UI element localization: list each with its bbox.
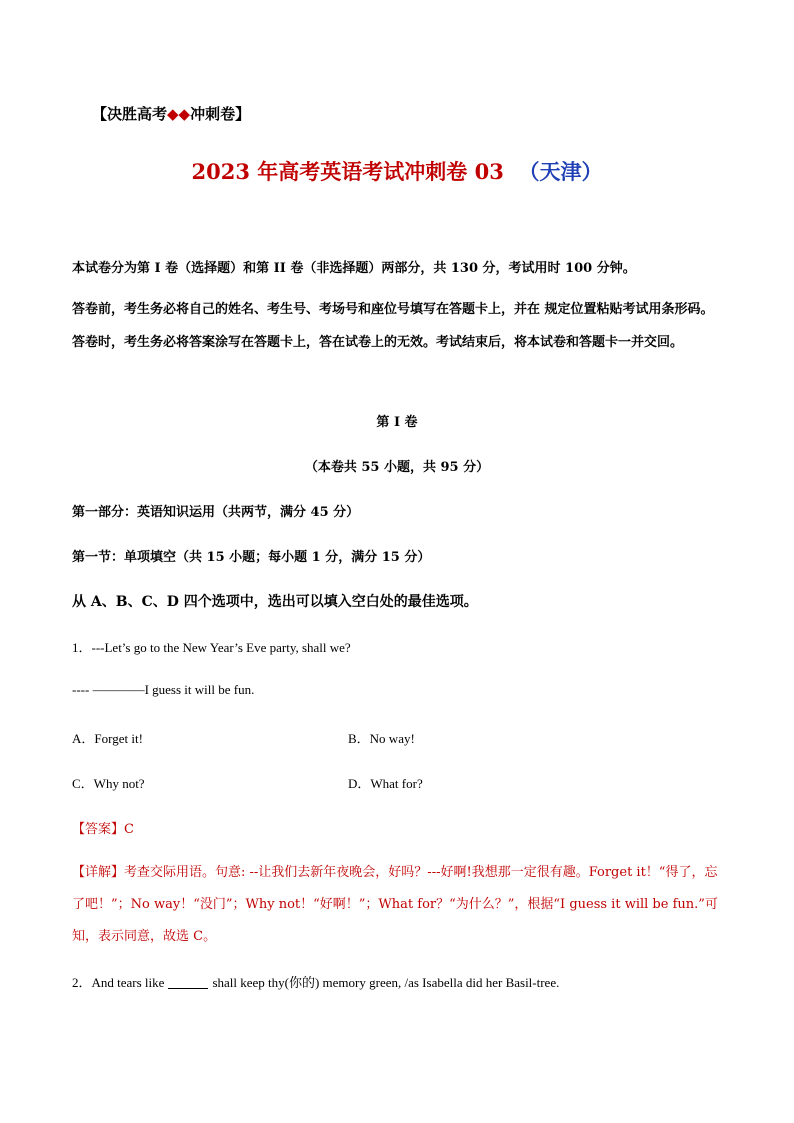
q1-option-a: A．Forget it! — [72, 731, 143, 746]
q1-option-c: C．Why not? — [72, 776, 145, 791]
q2-stem — [72, 972, 559, 991]
title-main: 2023 年高考英语考试冲刺卷 03 — [191, 159, 504, 184]
part1-heading: 第一部分：英语知识运用（共两节，满分 45 分） — [72, 505, 360, 520]
q1-detail: 【详解】考查交际用语。句意: --让我们去新年夜晚会，好吗？---好啊!我想那一定很有趣。Forget it！“得了，忘了吧！”；No way！“没门”；Why not！“好啊！”；What for？“为什么？”，根据“I guess it will be fun.”可知，表示同意，故选 C。 — [72, 865, 718, 944]
series-label-left: 【决胜高考 — [92, 105, 168, 123]
q1-stem: 1．---Let’s go to the New Year’s Eve party, shall we? — [72, 640, 351, 655]
q2-stem-after: shall keep thy(你的) memory green, /as Isabella did her Basil-tree. — [212, 975, 560, 990]
subsection1-heading: 第一节：单项填空（共 15 小题；每小题 1 分，满分 15 分） — [72, 550, 431, 565]
intro-paragraph-2: 答卷前，考生务必将自己的姓名、考生号、考场号和座位号填写在答题卡上，并在 规定位置粘贴考试用条形码。答卷时，考生务必将答案涂写在答题卡上，答在试卷上的无效。考试结束后，将本试卷和答题卡一并交回。 — [72, 302, 714, 350]
page-title — [0, 156, 794, 186]
answer-label: 【答案】 — [72, 822, 125, 837]
answer-value: C — [124, 822, 134, 837]
series-label-right: 冲刺卷】 — [190, 105, 251, 123]
q1-option-d: D．What for? — [348, 776, 423, 791]
q2-stem-before: 2．And tears like — [72, 975, 165, 990]
series-label — [92, 103, 250, 124]
diamond-icons: ◆◆ — [167, 105, 191, 123]
title-region: （天津） — [518, 159, 603, 184]
answer-blank — [168, 988, 208, 989]
volume-info: （本卷共 55 小题，共 95 分） — [304, 460, 490, 475]
intro-line-1: 本试卷分为第 I 卷（选择题）和第 II 卷（非选择题）两部分，共 130 分，考试用时 100 分钟。 — [72, 261, 636, 276]
q1-option-b: B．No way! — [348, 731, 415, 746]
q1-answer — [72, 818, 134, 837]
volume-heading: 第 I 卷 — [376, 415, 418, 430]
q1-reply: ---- ————I guess it will be fun. — [72, 682, 255, 697]
instruction: 从 A、B、C、D 四个选项中，选出可以填入空白处的最佳选项。 — [72, 594, 478, 610]
